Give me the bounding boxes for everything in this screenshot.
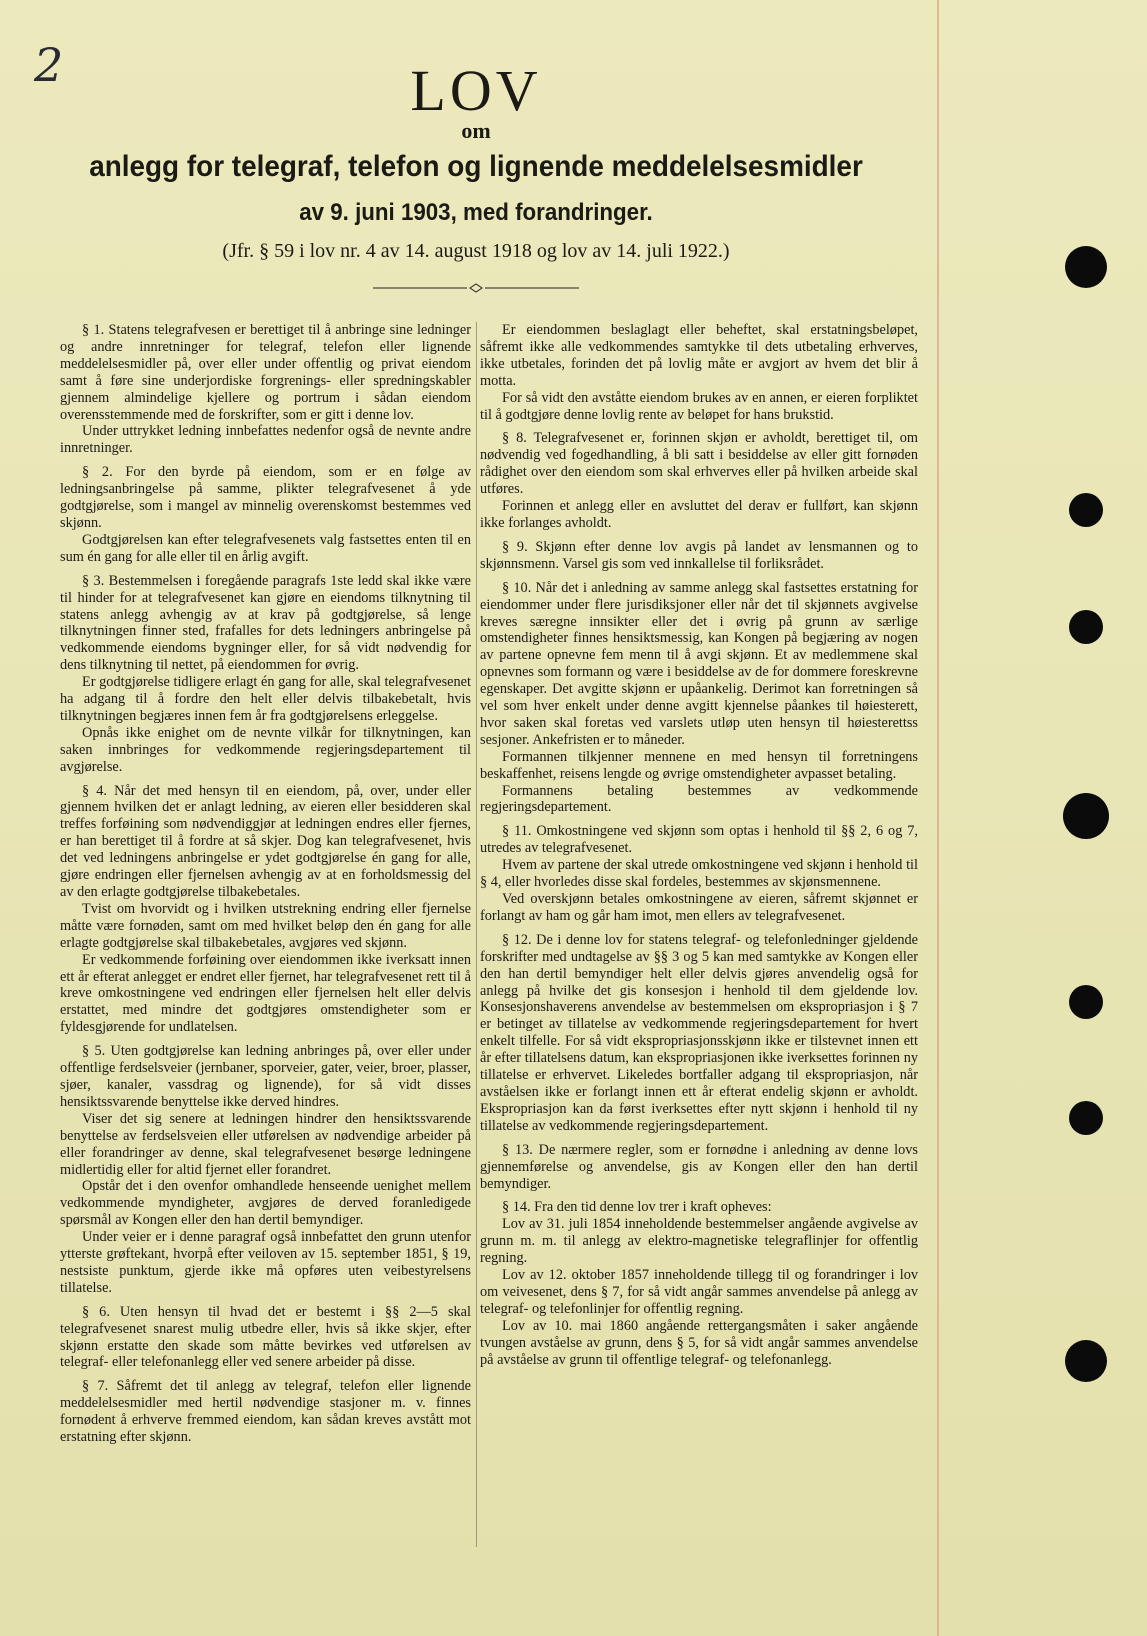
paragraph: Lov av 31. juli 1854 inneholdende bestemmelser angående avgivelse av grunn m. m. til anlegg av elektro-magnetiske telegraflinjer for offentlig regning. bbox=[480, 1216, 918, 1267]
ornament-divider bbox=[373, 283, 579, 293]
paragraph: Lov av 10. mai 1860 angående rettergangsmåten i saker angående tvungen avståelse av grunn, dens § 5, for så vidt angår sammes anvendelse på avståelse av grunn til offentlige telegraf- og telefonanlegg. bbox=[480, 1317, 918, 1368]
paragraph: § 10. Når det i anledning av samme anlegg skal fastsettes erstatning for eiendommer under flere jurisdiksjoner eller når det til skjønnets avgivelse kreves særegne innsikter eller det i øvrig på grunn av særlige omstendigheter finnes hensiktsmessig, kan Kongen på begjæring av nogen av partene opnevne fem menn til å avgi skjønn. Et av medlemmene skal opnevnes som formann og være i besiddelse av de for dommere foreskrevne egenskaper. Det avgitte skjønn er upåankelig. Derimot kan forretningen så vel som hver enkelt under denne avgitt kjennelse påankes til høiesterett, hvor saken skal foretas ved varslets utløp uten hensyn til høiesterettss sesjoner. Ankefristen er to måneder. bbox=[480, 579, 918, 748]
law-heading: LOV bbox=[410, 58, 542, 123]
law-reference: (Jfr. § 59 i lov nr. 4 av 14. august 1918 og lov av 14. juli 1922.) bbox=[222, 240, 730, 262]
paragraph: § 5. Uten godtgjørelse kan ledning anbringes på, over eller under offentlige ferdselsveier (jernbaner, sporveier, gater, veier, broer, plasser, sjøer, kanaler, vassdrag og lignende), for så vidt disses hensiktssvarende benyttelse ikke derved hindres. bbox=[60, 1043, 471, 1110]
paragraph: Er eiendommen beslaglagt eller beheftet, skal erstatningsbeløpet, såfremt ikke alle vedkommendes samtykke til dets utbetaling erhverves, ikke utbetales, forinden det på lovlig måte er avgjort av hvem det blir å motta. bbox=[480, 322, 918, 389]
paragraph: Viser det sig senere at ledningen hindrer den hensiktssvarende benyttelse av ferdselsveien eller utførelsen av nødvendige arbeider på eller forandringer av denne, skal telegrafvesenet besørge ledningene midlertidig eller for altid fjernet eller forandret. bbox=[60, 1110, 471, 1178]
column-divider bbox=[476, 322, 477, 1547]
paragraph: For så vidt den avståtte eiendom brukes av en annen, er eieren forpliktet til å godtgjøre denne lovlig rente av beløpet for hans brukstid. bbox=[480, 389, 918, 423]
binder-hole bbox=[1065, 246, 1107, 288]
paragraph: Godtgjørelsen kan efter telegrafvesenets valg fastsettes enten til en sum én gang for alle eller til en årlig avgift. bbox=[60, 531, 471, 565]
binder-hole bbox=[1069, 985, 1103, 1019]
binder-hole bbox=[1063, 793, 1109, 839]
paragraph: § 1. Statens telegrafvesen er berettiget til å anbringe sine ledninger og andre innretninger for telegraf, telefon eller lignende meddelelsesmidler på, over eller under offentlig og privat eiendom samt å føre sine underjordiske forgrenings- eller spredningskabler gjennem almindelige kjellere og portrum i sådan eiendom overensstemmende med de forskrifter, som er gitt i denne lov. bbox=[60, 322, 471, 423]
paragraph: Formannen tilkjenner mennene en med hensyn til forretningens beskaffenhet, reisens lengde og øvrige omstendigheter avpasset betaling. bbox=[480, 748, 918, 782]
paragraph: § 12. De i denne lov for statens telegraf- og telefonledninger gjeldende forskrifter med undtagelse av §§ 3 og 5 kan med samtykke av Kongen eller den han dertil bemyndiger helt eller delvis gjøres anvendelig også for anlegg på hvilke det gis konsesjon i henhold til dem gjeldende lov. Konsesjonshaverens anvendelse av bestemmelsen om ekspropriasjon i § 7 er betinget av tillatelse av vedkommende regjeringsdepartement for hvert enkelt tilfelle. For så vidt ekspropriasjonsskjønn ikke er tilstevnet innen ett år efter tillatelsens datum, kan ekspropriasjonen ikke iverksettes forinnen ny tillatelse er erhvervet. Likeledes bortfaller adgang til ekspropriasjon, når avståelsen ikke er forlangt innen ett år efterat endelig skjønn er avholdt. Ekspropriasjon kan da først iverksettes efter nytt skjønn i henhold til ny tillatelse av vedkommende regjeringsdepartement. bbox=[480, 931, 918, 1134]
law-title: anlegg for telegraf, telefon og lignende meddelelsesmidler bbox=[89, 150, 863, 183]
paragraph: § 8. Telegrafvesenet er, forinnen skjøn er avholdt, berettiget til, om nødvendig ved fogedhandling, å bli satt i besiddelse av eller gitt fornøden rådighet over den eiendom som skal erhverves eller på hvilken arbeide skal utføres. bbox=[480, 430, 918, 498]
paragraph: Lov av 12. oktober 1857 inneholdende tillegg til og forandringer i lov om veivesenet, dens § 7, for så vidt angår sammes anvendelse på anlegg av telegraf- og telefonlinjer for offentlig regning. bbox=[480, 1267, 918, 1317]
binder-hole bbox=[1065, 1340, 1107, 1382]
binder-hole bbox=[1069, 610, 1103, 644]
paragraph: § 7. Såfremt det til anlegg av telegraf, telefon eller lignende meddelelsesmidler med hertil nødvendige stasjoner m. v. finnes fornødent å erhverve fremmed eiendom, kan sådan kreves avstått mot erstatning efter skjønn. bbox=[60, 1378, 471, 1446]
paragraph: Er vedkommende forføining over eiendommen ikke iverksatt innen ett år efterat anlegget er endret eller fjernet, har telegrafvesenet rett til å kreve omkostningene ved endringen eller fjernelsen helt eller delvis erstattet, med mindre det godtgjøres omstendigheter som er fyldesgjørende for undlatelsen. bbox=[60, 951, 471, 1036]
paragraph: § 13. De nærmere regler, som er fornødne i anledning av denne lovs gjennemførelse og anvendelse, gis av Kongen eller den han dertil bemyndiger. bbox=[480, 1141, 918, 1192]
paragraph: § 3. Bestemmelsen i foregående paragrafs 1ste ledd skal ikke være til hinder for at telegrafvesenet kan gjøre en eiendoms tilknytning til statens anlegg avhengig av at krav på godtgjørelse, så lenge tilknytningen finner sted, frafalles for dets ledningers anbringelse på vedkommende eiendoms bygninger eller, for så vidt nødvendig for dens tilknytning til nettet, på eiendommen for øvrig. bbox=[60, 572, 471, 674]
left-column bbox=[60, 322, 471, 1446]
paragraph: Opstår det i den ovenfor omhandlede henseende uenighet mellem vedkommende myndigheter, avgjøres de derved foranledigede spørsmål av Kongen eller den han dertil bemyndiger. bbox=[60, 1178, 471, 1229]
paragraph: § 11. Omkostningene ved skjønn som optas i henhold til §§ 2, 6 og 7, utredes av telegrafvesenet. bbox=[480, 823, 918, 857]
paragraph: § 9. Skjønn efter denne lov avgis på landet av lensmannen og to skjønnsmenn. Varsel gis som ved innkallelse til forliksrådet. bbox=[480, 538, 918, 572]
paragraph: Under uttrykket ledning innbefattes nedenfor også de nevnte andre innretninger. bbox=[60, 423, 471, 457]
paragraph: § 14. Fra den tid denne lov trer i kraft opheves: bbox=[502, 1199, 772, 1216]
paragraph: Er godtgjørelse tidligere erlagt én gang for alle, skal telegrafvesenet ha adgang til å fordre den helt eller delvis tilbakebetalt, hvis tilknytningen begjæres innen fem år fra godtgjørelsens erleggelse. bbox=[60, 674, 471, 724]
paragraph: Ved overskjønn betales omkostningene av eieren, såfremt skjønnet er forlangt av ham og går ham imot, men ellers av telegrafvesenet. bbox=[480, 891, 918, 924]
binder-hole bbox=[1069, 493, 1103, 527]
handwritten-page-number: 2 bbox=[34, 38, 64, 92]
heading-om: om bbox=[461, 118, 491, 143]
paragraph: Forinnen et anlegg eller en avsluttet del derav er fullført, kan skjønn ikke forlanges avholdt. bbox=[480, 498, 918, 531]
paragraph: § 2. For den byrde på eiendom, som er en følge av ledningsanbringelse på samme, plikter telegrafvesenet å yde godtgjørelse, som i mangel av minnelig overenskomst bestemmes ved skjønn. bbox=[60, 464, 471, 531]
paragraph: Formannens betaling bestemmes av vedkommende regjeringsdepartement. bbox=[480, 782, 918, 816]
law-date: av 9. juni 1903, med forandringer. bbox=[299, 199, 653, 226]
paragraph: Tvist om hvorvidt og i hvilken utstrekning endring eller fjernelse måtte være fornøden, samt om med hvilket beløp den én gang for alle erlagte godtgjørelse skal tilbakebetales, avgjøres ved skjønn. bbox=[60, 900, 471, 951]
paragraph: § 4. Når det med hensyn til en eiendom, på, over, under eller gjennem hvilken det er anlagt ledning, av eieren eller besidderen skal treffes forføining som nødvendiggjør at ledningen endres eller fjernes, er han berettiget til å fordre at så skjer. Dog kan telegrafvesenet, hvis det ved ledningens anbringelse er ydet godtgjørelse én gang for alle, gjøre endringen eller fjernelsen avhengig av at en forholdsmessig del av den erlagte godtgjørelse tilbakebetales. bbox=[60, 782, 471, 900]
paragraph: Under veier er i denne paragraf også innbefattet den grunn utenfor ytterste grøftekant, hvorpå efter veiloven av 15. september 1851, § 19, nestsiste punktum, gjerde ikke må opføres uten veibestyrelsens tillatelse. bbox=[60, 1229, 471, 1296]
paragraph: Opnås ikke enighet om de nevnte vilkår for tilknytningen, kan saken innbringes for vedkommende regjeringsdepartement til avgjørelse. bbox=[60, 724, 471, 775]
paragraph: Hvem av partene der skal utrede omkostningene ved skjønn i henhold til § 4, eller hvorledes disse skal fordeles, bestemmes av skjønsmennene. bbox=[480, 857, 918, 891]
binder-hole bbox=[1069, 1101, 1103, 1135]
paragraph: § 6. Uten hensyn til hvad det er bestemt i §§ 2—5 skal telegrafvesenet snarest mulig utbedre eller, hvis så ikke skjer, efter skjønn erstatte den skade som måtte bevirkes ved utførelsen av telegraf- eller telefonanlegg eller ved senere arbeider på disse. bbox=[60, 1303, 471, 1371]
right-column bbox=[480, 322, 918, 1368]
